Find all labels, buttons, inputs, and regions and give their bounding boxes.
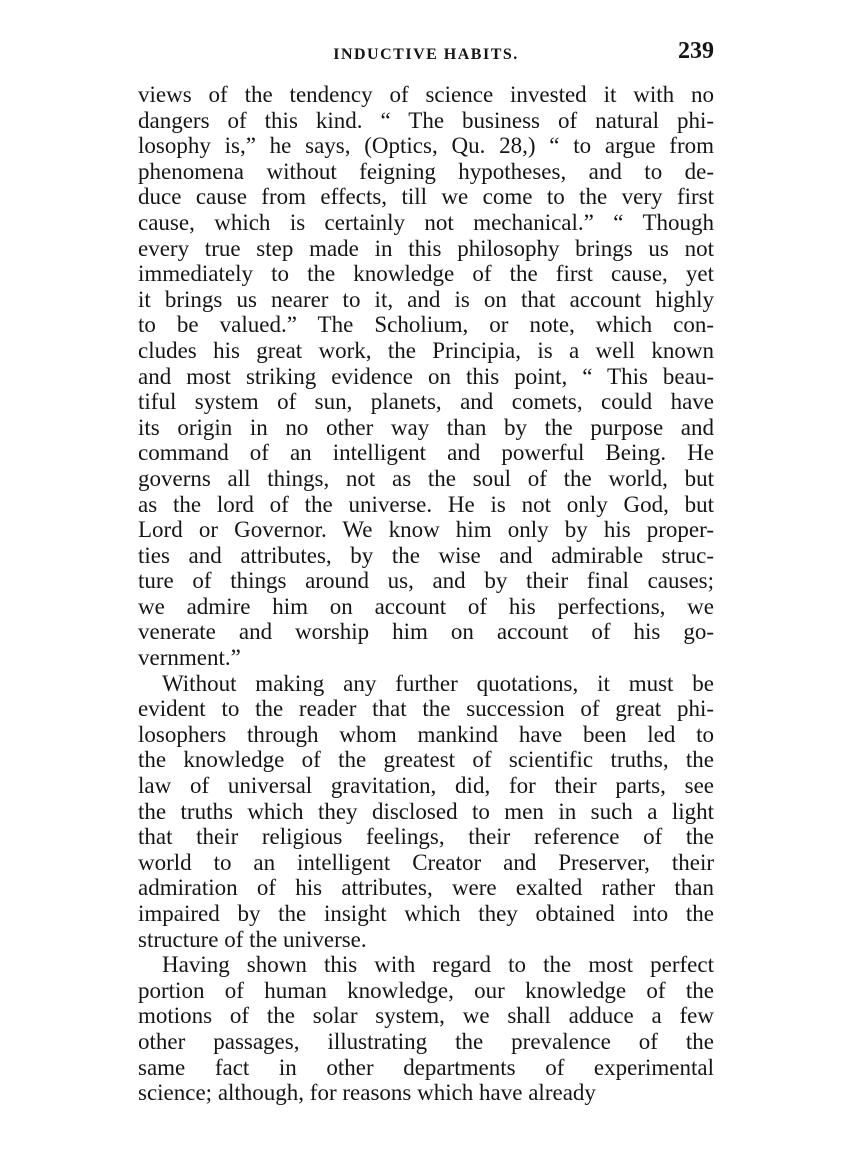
text-line: duce cause from effects, till we come to the very first: [138, 184, 714, 210]
text-line: portion of human knowledge, our knowledge of the: [138, 977, 714, 1003]
text-line: the knowledge of the greatest of scientific truths, the: [138, 747, 714, 773]
text-line: evident to the reader that the succession of great phi-: [138, 696, 714, 722]
running-head: [138, 38, 714, 68]
text-line: venerate and worship him on account of his go-: [138, 619, 714, 645]
text-line: admiration of his attributes, were exalted rather than: [138, 875, 714, 901]
text-line: its origin in no other way than by the purpose and: [138, 414, 714, 440]
text-line: losophers through whom mankind have been led to: [138, 721, 714, 747]
text-line: phenomena without feigning hypotheses, and to de-: [138, 158, 714, 184]
text-line: science; although, for reasons which have already: [138, 1080, 596, 1106]
text-line: the truths which they disclosed to men in such a light: [138, 798, 714, 824]
text-line: it brings us nearer to it, and is on that account highly: [138, 286, 714, 312]
text-line: tiful system of sun, planets, and comets, could have: [138, 389, 714, 415]
text-line: structure of the universe.: [138, 926, 367, 952]
text-line: Having shown this with regard to the most perfect: [162, 952, 714, 978]
text-line: governs all things, not as the soul of the world, but: [138, 465, 714, 491]
text-line: every true step made in this philosophy brings us not: [138, 235, 714, 261]
text-line: world to an intelligent Creator and Preserver, their: [138, 849, 714, 875]
paragraph: [138, 671, 714, 953]
running-title: INDUCTIVE HABITS.: [333, 46, 519, 63]
text-line: command of an intelligent and powerful Being. He: [138, 440, 714, 466]
paragraph: [138, 82, 714, 671]
text-line: and most striking evidence on this point, “ This beau-: [138, 363, 714, 389]
text-line: losophy is,” he says, (Optics, Qu. 28,) “ to argue from: [138, 133, 714, 159]
text-line: cause, which is certainly not mechanical.” “ Though: [138, 209, 714, 235]
text-line: as the lord of the universe. He is not only God, but: [138, 491, 714, 517]
page-number: 239: [678, 38, 714, 64]
text-line: to be valued.” The Scholium, or note, which con-: [138, 312, 714, 338]
text-line: motions of the solar system, we shall adduce a few: [138, 1003, 714, 1029]
text-line: that their religious feelings, their reference of the: [138, 824, 714, 850]
text-line: Without making any further quotations, it must be: [162, 670, 714, 696]
text-line: impaired by the insight which they obtained into the: [138, 901, 714, 926]
text-line: same fact in other departments of experimental: [138, 1054, 714, 1080]
text-line: ties and attributes, by the wise and admirable struc-: [138, 542, 714, 568]
text-line: views of the tendency of science invested it with no: [138, 82, 714, 107]
text-line: law of universal gravitation, did, for their parts, see: [138, 773, 714, 799]
text-line: immediately to the knowledge of the first cause, yet: [138, 261, 714, 287]
text-line: dangers of this kind. “ The business of natural phi-: [138, 107, 714, 133]
body-text: [138, 82, 714, 1106]
text-line: other passages, illustrating the prevalence of the: [138, 1028, 714, 1054]
text-line: we admire him on account of his perfections, we: [138, 593, 714, 619]
text-line: vernment.”: [138, 645, 241, 671]
text-line: ture of things around us, and by their final causes;: [138, 568, 714, 594]
text-line: cludes his great work, the Principia, is a well known: [138, 337, 714, 363]
paragraph: [138, 952, 714, 1106]
text-line: Lord or Governor. We know him only by his proper-: [138, 517, 714, 543]
